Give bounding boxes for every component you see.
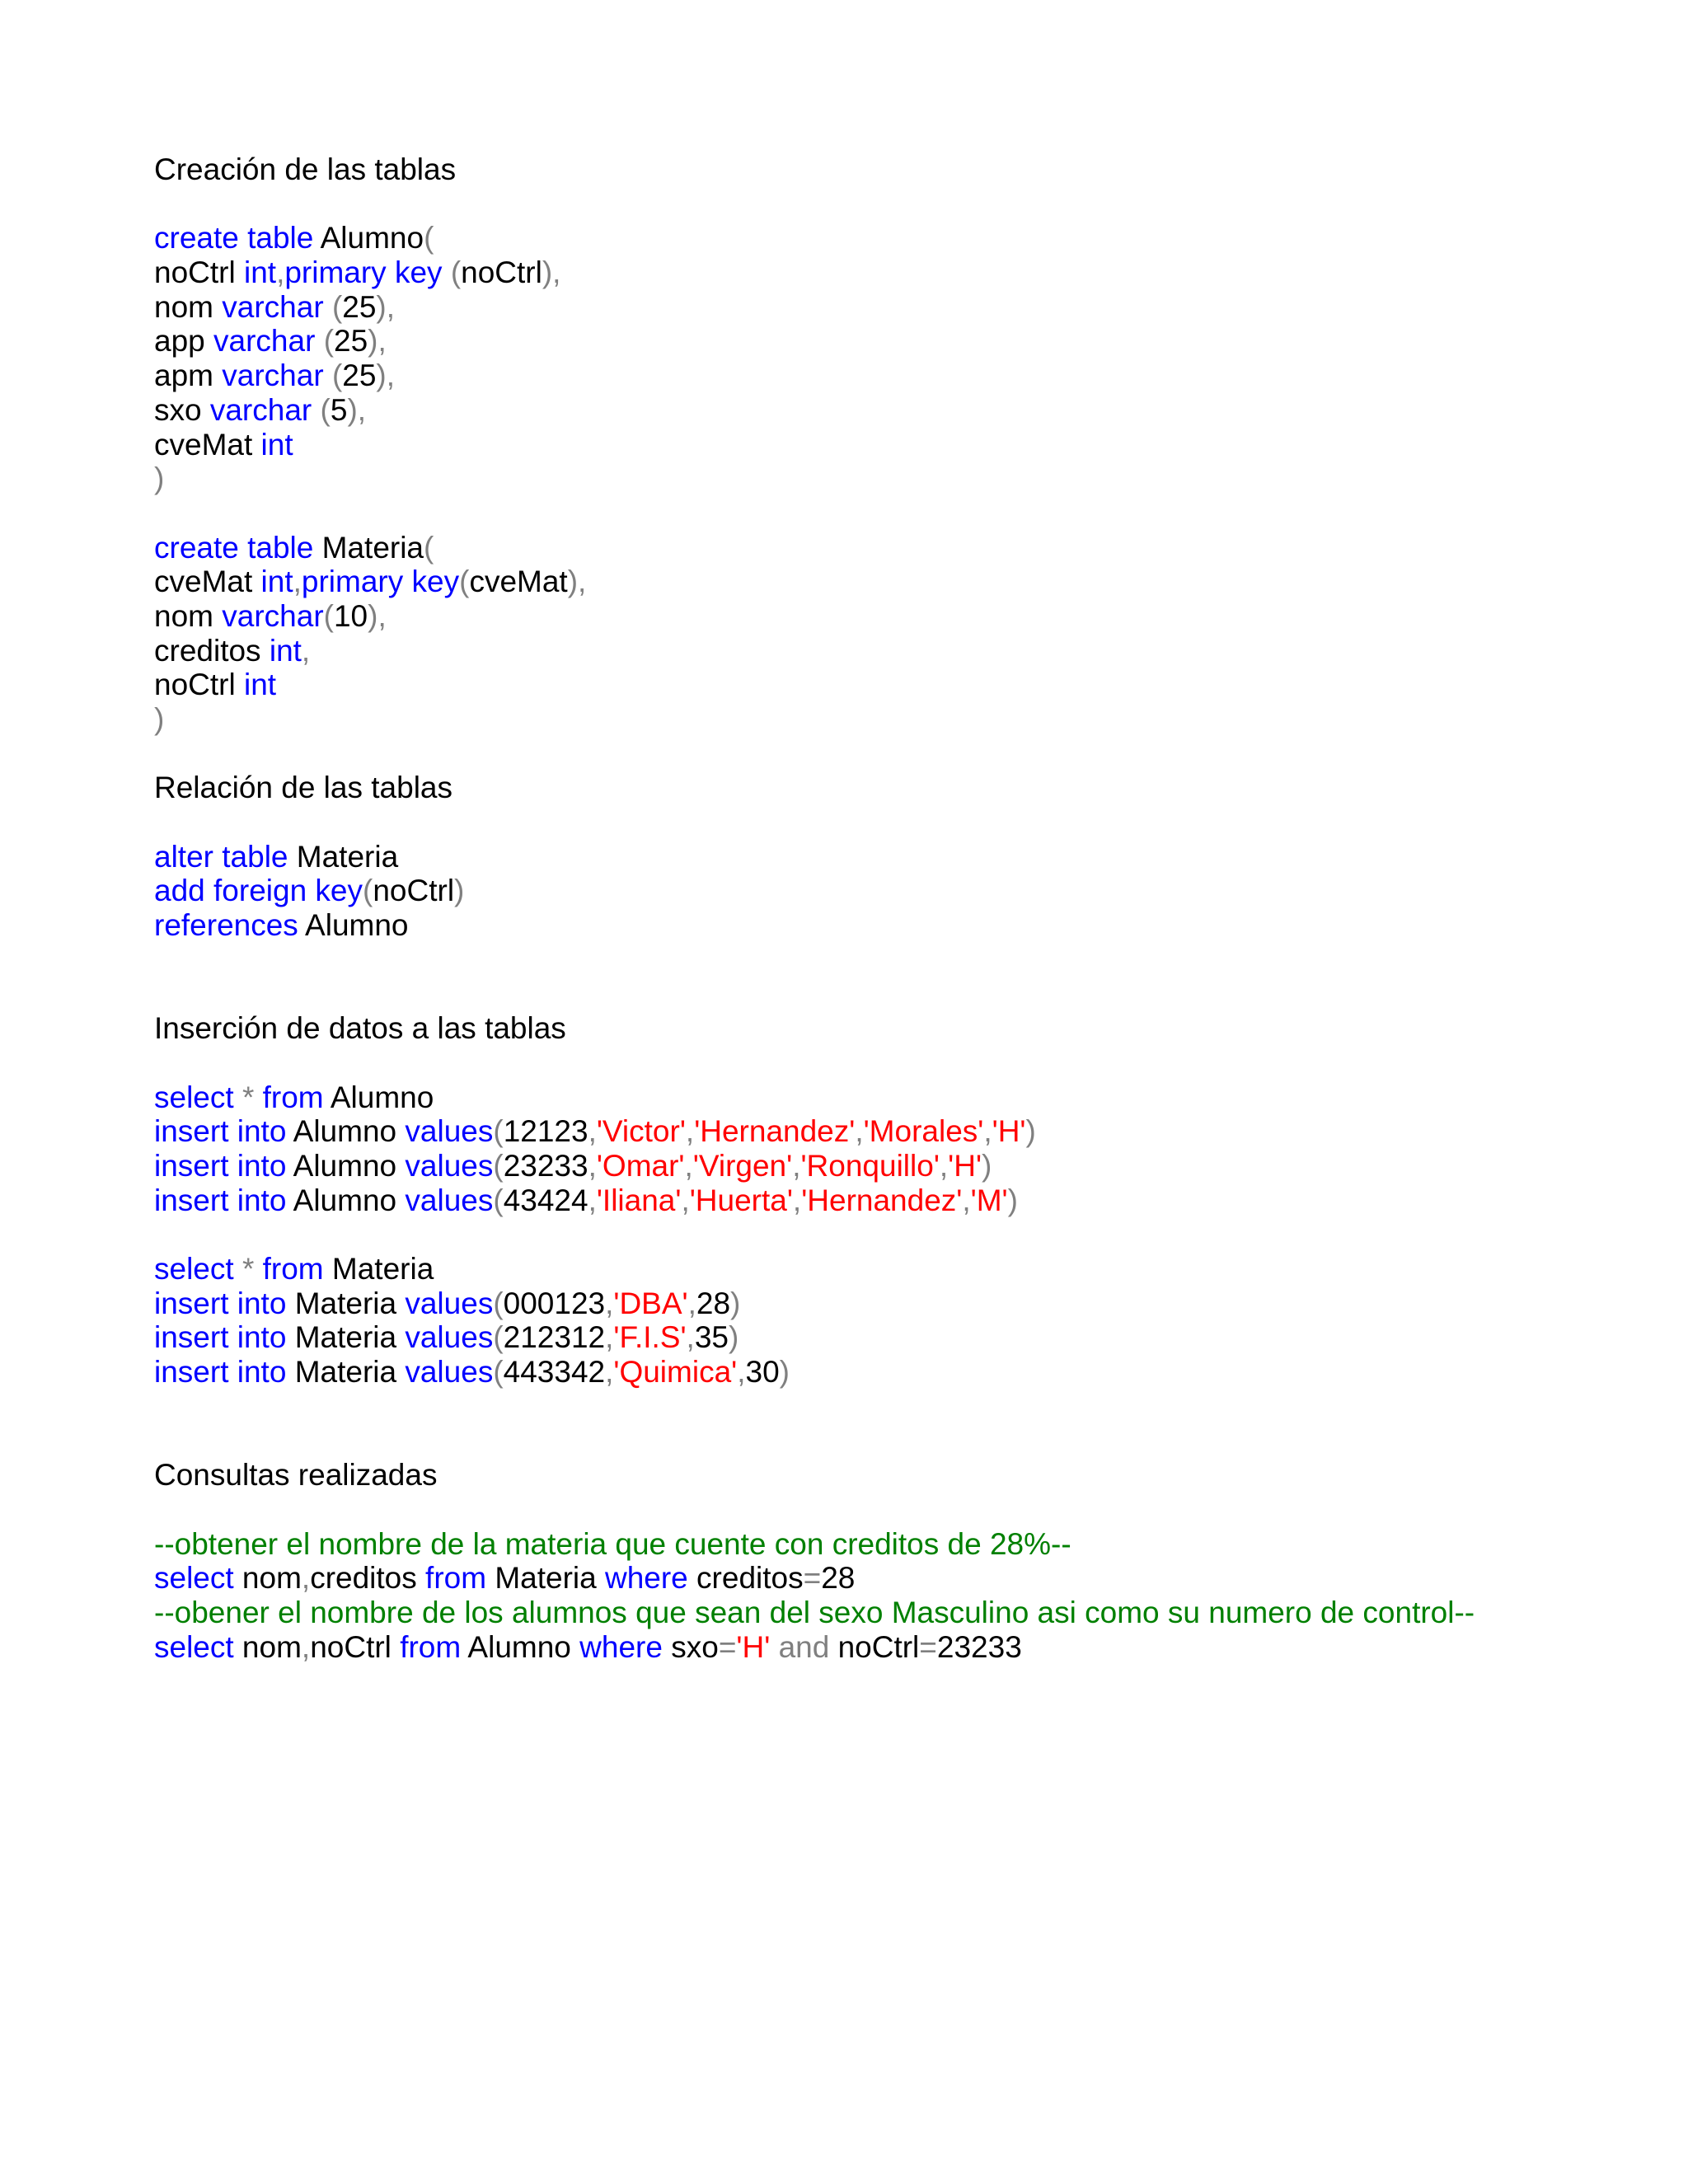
sql-punctuation: ( bbox=[493, 1114, 504, 1149]
sql-text: 30 bbox=[745, 1355, 780, 1390]
sql-text: Materia bbox=[486, 1561, 605, 1596]
sql-text: 23233 bbox=[503, 1148, 588, 1183]
code-line bbox=[154, 1149, 1638, 1183]
sql-text bbox=[324, 290, 332, 324]
sql-keyword: primary key bbox=[284, 255, 443, 290]
sql-text: 23233 bbox=[936, 1629, 1022, 1664]
code-line bbox=[154, 1596, 1638, 1630]
sql-keyword: primary key bbox=[301, 565, 460, 599]
sql-punctuation: * bbox=[241, 1080, 255, 1114]
sql-punctuation: ( bbox=[331, 289, 343, 324]
sql-text: apm bbox=[154, 359, 223, 393]
section-heading: Inserción de datos a las tablas bbox=[154, 1011, 566, 1046]
sql-text: Alumno bbox=[298, 908, 409, 943]
sql-punctuation: ) bbox=[779, 1355, 790, 1390]
sql-keyword: insert into bbox=[154, 1320, 287, 1355]
code-line bbox=[154, 531, 1638, 565]
sql-punctuation: ), bbox=[347, 392, 367, 427]
sql-string: 'Hernandez' bbox=[694, 1114, 856, 1149]
sql-punctuation: , bbox=[684, 1148, 693, 1183]
sql-punctuation: , bbox=[293, 565, 302, 599]
sql-text: noCtrl bbox=[373, 874, 455, 908]
sql-keyword: from bbox=[262, 1252, 324, 1286]
sql-text: cveMat bbox=[154, 427, 261, 462]
sql-text bbox=[770, 1630, 778, 1664]
code-line bbox=[154, 1252, 1638, 1286]
code-line bbox=[154, 290, 1638, 325]
sql-text: nom bbox=[233, 1629, 302, 1664]
sql-string: 'Virgen' bbox=[692, 1148, 793, 1183]
sql-punctuation: , bbox=[588, 1148, 597, 1183]
code-line bbox=[154, 462, 1638, 496]
sql-punctuation: , bbox=[681, 1183, 690, 1217]
sql-text: Alumno bbox=[286, 1183, 406, 1217]
sql-keyword: select bbox=[154, 1080, 234, 1114]
sql-punctuation: , bbox=[301, 1629, 311, 1664]
sql-text: nom bbox=[154, 598, 223, 633]
sql-keyword: varchar bbox=[222, 598, 324, 633]
code-line bbox=[154, 255, 1638, 290]
sql-text bbox=[443, 255, 451, 289]
sql-string: 'Hernandez' bbox=[801, 1183, 963, 1217]
sql-string: 'Quimica' bbox=[613, 1355, 738, 1390]
sql-punctuation: , bbox=[301, 1561, 311, 1596]
blank-line bbox=[154, 1390, 1638, 1424]
sql-keyword: values bbox=[405, 1320, 494, 1355]
sql-string: 'DBA' bbox=[613, 1286, 688, 1320]
sql-keyword: values bbox=[405, 1114, 494, 1149]
sql-text: Alumno bbox=[286, 1148, 406, 1183]
sql-punctuation: ), bbox=[376, 289, 396, 324]
code-line bbox=[154, 393, 1638, 428]
sql-punctuation: ( bbox=[323, 324, 335, 359]
sql-keyword: select bbox=[154, 1561, 234, 1596]
sql-text: 25 bbox=[342, 359, 377, 393]
sql-punctuation: ( bbox=[323, 598, 334, 633]
code-line bbox=[154, 1114, 1638, 1149]
sql-punctuation: ( bbox=[450, 255, 462, 290]
sql-string: 'Victor' bbox=[596, 1114, 686, 1149]
sql-string: 'H' bbox=[992, 1114, 1026, 1149]
sql-punctuation: * bbox=[241, 1252, 255, 1286]
sql-punctuation: ( bbox=[363, 874, 373, 908]
sql-string: 'Iliana' bbox=[596, 1183, 682, 1217]
blank-line bbox=[154, 1493, 1638, 1527]
sql-punctuation: ( bbox=[459, 565, 470, 599]
sql-keyword: varchar bbox=[222, 359, 324, 393]
sql-string: 'M' bbox=[970, 1183, 1008, 1217]
sql-text: Materia bbox=[323, 1252, 434, 1286]
sql-text bbox=[234, 1252, 242, 1286]
sql-punctuation: ) bbox=[728, 1320, 739, 1355]
sql-keyword: select bbox=[154, 1629, 234, 1664]
sql-punctuation: ) bbox=[982, 1148, 992, 1183]
sql-comment: --obtener el nombre de la materia que cuente con creditos de 28%-- bbox=[154, 1526, 1071, 1561]
sql-punctuation: , bbox=[687, 1286, 696, 1320]
code-line bbox=[154, 221, 1638, 255]
blank-line bbox=[154, 1217, 1638, 1252]
sql-text: Materia bbox=[288, 839, 399, 874]
sql-keyword: create table bbox=[154, 530, 314, 565]
sql-text: cveMat bbox=[469, 565, 568, 599]
sql-text: Materia bbox=[286, 1286, 406, 1320]
sql-punctuation: ) bbox=[154, 462, 165, 496]
sql-punctuation: , bbox=[983, 1114, 992, 1149]
sql-punctuation: ), bbox=[368, 598, 387, 633]
section-heading: Consultas realizadas bbox=[154, 1458, 438, 1493]
code-line bbox=[154, 1630, 1638, 1665]
sql-keyword: varchar bbox=[213, 324, 316, 359]
sql-text: noCtrl bbox=[310, 1629, 401, 1664]
sql-punctuation: , bbox=[792, 1148, 801, 1183]
sql-keyword: int bbox=[260, 427, 293, 462]
code-line bbox=[154, 874, 1638, 908]
sql-punctuation: , bbox=[686, 1320, 695, 1355]
sql-text: creditos bbox=[687, 1561, 804, 1596]
sql-punctuation: , bbox=[605, 1320, 614, 1355]
sql-punctuation: = bbox=[718, 1629, 737, 1664]
code-line bbox=[154, 1286, 1638, 1321]
sql-text bbox=[312, 393, 320, 427]
sql-keyword: where bbox=[604, 1561, 688, 1596]
sql-punctuation: ( bbox=[331, 359, 343, 393]
sql-text: Materia bbox=[286, 1320, 406, 1355]
code-line bbox=[154, 324, 1638, 359]
sql-text: 28 bbox=[821, 1561, 856, 1596]
code-line bbox=[154, 908, 1638, 943]
sql-keyword: values bbox=[405, 1148, 494, 1183]
sql-text bbox=[315, 324, 323, 358]
sql-punctuation: ( bbox=[493, 1286, 504, 1320]
sql-punctuation: , bbox=[939, 1148, 949, 1183]
sql-string: 'Ronquillo' bbox=[800, 1148, 940, 1183]
sql-punctuation: , bbox=[588, 1114, 597, 1149]
sql-punctuation: ), bbox=[368, 324, 387, 359]
code-line bbox=[154, 668, 1638, 702]
sql-text: Alumno bbox=[313, 221, 424, 255]
sql-punctuation: ( bbox=[320, 392, 331, 427]
sql-text: Alumno bbox=[461, 1629, 580, 1664]
blank-line bbox=[154, 496, 1638, 531]
sql-text: 10 bbox=[333, 598, 368, 633]
sql-keyword: alter table bbox=[154, 839, 288, 874]
sql-text: 25 bbox=[342, 289, 377, 324]
sql-punctuation: , bbox=[737, 1355, 746, 1390]
sql-punctuation: ( bbox=[493, 1148, 504, 1183]
sql-keyword: int bbox=[269, 633, 302, 668]
sql-keyword: insert into bbox=[154, 1183, 287, 1217]
sql-text: 25 bbox=[334, 324, 368, 359]
sql-text: 5 bbox=[330, 392, 348, 427]
sql-text bbox=[234, 1080, 242, 1114]
sql-string: 'H' bbox=[736, 1629, 771, 1664]
sql-text: nom bbox=[233, 1561, 302, 1596]
sql-text: 12123 bbox=[503, 1114, 588, 1149]
sql-keyword: select bbox=[154, 1252, 234, 1286]
sql-keyword: insert into bbox=[154, 1355, 287, 1390]
sql-keyword: from bbox=[425, 1561, 487, 1596]
sql-string: 'Morales' bbox=[863, 1114, 984, 1149]
sql-text: sxo bbox=[154, 392, 210, 427]
sql-string: 'Huerta' bbox=[689, 1183, 793, 1217]
sql-keyword: int bbox=[260, 565, 293, 599]
sql-text: noCtrl bbox=[461, 255, 542, 290]
blank-line bbox=[154, 805, 1638, 840]
sql-punctuation: ) bbox=[1007, 1183, 1018, 1217]
sql-keyword: where bbox=[579, 1629, 663, 1664]
sql-text: nom bbox=[154, 289, 223, 324]
code-line bbox=[154, 1320, 1638, 1355]
sql-text: noCtrl bbox=[154, 668, 244, 702]
sql-keyword: insert into bbox=[154, 1286, 287, 1320]
sql-text: sxo bbox=[662, 1629, 719, 1664]
sql-punctuation: , bbox=[962, 1183, 971, 1217]
sql-text: noCtrl bbox=[829, 1629, 920, 1664]
sql-punctuation: ) bbox=[454, 874, 465, 908]
sql-keyword: values bbox=[405, 1183, 494, 1217]
sql-keyword: insert into bbox=[154, 1114, 287, 1149]
sql-text bbox=[254, 1252, 262, 1286]
sql-punctuation: , bbox=[605, 1355, 614, 1390]
sql-keyword: references bbox=[154, 908, 298, 943]
code-line bbox=[154, 359, 1638, 393]
code-line bbox=[154, 1527, 1638, 1562]
blank-line bbox=[154, 1423, 1638, 1458]
code-line bbox=[154, 634, 1638, 668]
sql-keyword: from bbox=[400, 1629, 462, 1664]
code-line bbox=[154, 1355, 1638, 1390]
sql-keyword: values bbox=[405, 1355, 494, 1390]
sql-punctuation: , bbox=[685, 1114, 695, 1149]
blank-line bbox=[154, 187, 1638, 222]
sql-text: 28 bbox=[696, 1286, 731, 1320]
sql-punctuation: ( bbox=[493, 1183, 504, 1217]
sql-punctuation: , bbox=[588, 1183, 597, 1217]
code-line bbox=[154, 702, 1638, 737]
sql-keyword: from bbox=[262, 1080, 324, 1114]
sql-string: 'H' bbox=[948, 1148, 982, 1183]
code-line bbox=[154, 840, 1638, 874]
code-line bbox=[154, 428, 1638, 462]
sql-text: Materia bbox=[286, 1355, 406, 1390]
sql-text bbox=[254, 1080, 262, 1114]
sql-string: 'F.I.S' bbox=[613, 1320, 687, 1355]
sql-text: Alumno bbox=[323, 1080, 434, 1114]
sql-punctuation: , bbox=[792, 1183, 802, 1217]
blank-line bbox=[154, 1046, 1638, 1080]
sql-text bbox=[324, 359, 332, 392]
sql-string: 'Omar' bbox=[596, 1148, 685, 1183]
blank-line bbox=[154, 977, 1638, 1012]
sql-punctuation: ( bbox=[424, 530, 434, 565]
sql-punctuation: = bbox=[803, 1561, 822, 1596]
sql-comment: --obener el nombre de los alumnos que sean del sexo Masculino asi como su numero de control-- bbox=[154, 1595, 1475, 1629]
sql-text: Materia bbox=[313, 530, 424, 565]
sql-text: creditos bbox=[154, 633, 270, 668]
code-line bbox=[154, 1183, 1638, 1218]
sql-text: 000123 bbox=[503, 1286, 606, 1320]
sql-punctuation: = bbox=[919, 1629, 937, 1664]
sql-text: 43424 bbox=[503, 1183, 588, 1217]
code-line bbox=[154, 565, 1638, 599]
sql-punctuation: ) bbox=[1025, 1114, 1036, 1149]
sql-punctuation: , bbox=[276, 255, 285, 290]
sql-keyword: create table bbox=[154, 221, 314, 255]
document-body bbox=[154, 152, 1638, 1664]
sql-punctuation: ) bbox=[154, 702, 165, 736]
sql-text: Alumno bbox=[286, 1114, 406, 1149]
sql-keyword: add foreign key bbox=[154, 874, 363, 908]
section-heading: Relación de las tablas bbox=[154, 771, 452, 805]
section-heading: Creación de las tablas bbox=[154, 152, 457, 186]
sql-keyword: varchar bbox=[209, 392, 312, 427]
sql-keyword: int bbox=[243, 668, 277, 702]
sql-punctuation: , bbox=[855, 1114, 864, 1149]
sql-punctuation: ( bbox=[424, 221, 434, 255]
sql-punctuation: and bbox=[778, 1629, 830, 1664]
code-line bbox=[154, 1080, 1638, 1115]
sql-text: app bbox=[154, 324, 214, 359]
sql-text: noCtrl bbox=[154, 255, 244, 290]
blank-line bbox=[154, 943, 1638, 977]
sql-text: creditos bbox=[310, 1561, 426, 1596]
sql-keyword: values bbox=[405, 1286, 494, 1320]
sql-punctuation: ) bbox=[730, 1286, 741, 1320]
sql-punctuation: ), bbox=[567, 565, 587, 599]
sql-text: 212312 bbox=[503, 1320, 606, 1355]
sql-punctuation: , bbox=[605, 1286, 614, 1320]
sql-punctuation: ( bbox=[493, 1355, 504, 1390]
sql-keyword: varchar bbox=[222, 289, 324, 324]
sql-keyword: int bbox=[243, 255, 277, 290]
sql-text: 443342 bbox=[503, 1355, 606, 1390]
blank-line bbox=[154, 737, 1638, 771]
sql-punctuation: , bbox=[301, 633, 311, 668]
sql-text: 35 bbox=[694, 1320, 729, 1355]
code-line bbox=[154, 1561, 1638, 1596]
sql-text: cveMat bbox=[154, 565, 261, 599]
code-line bbox=[154, 599, 1638, 634]
sql-punctuation: ), bbox=[376, 359, 396, 393]
sql-keyword: insert into bbox=[154, 1148, 287, 1183]
sql-punctuation: ( bbox=[493, 1320, 504, 1355]
sql-punctuation: ), bbox=[542, 255, 561, 290]
